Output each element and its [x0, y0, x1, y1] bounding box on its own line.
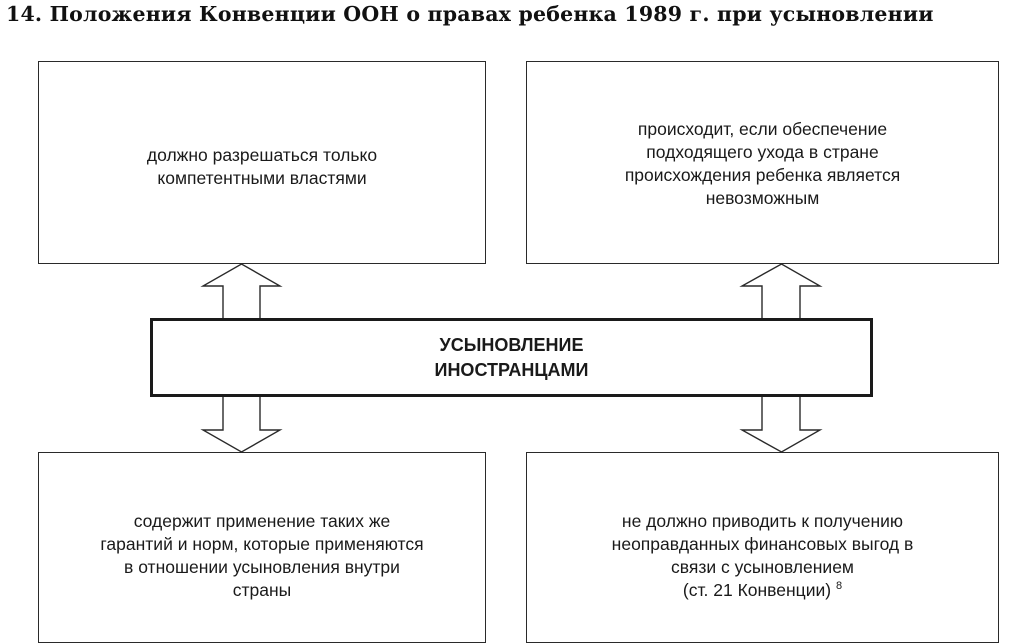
down-arrow-icon	[203, 397, 280, 452]
provision-box-no-financial-gain	[526, 452, 999, 643]
provision-box-same-guarantees	[38, 452, 486, 643]
footnote-marker: 8	[835, 580, 843, 593]
up-arrow-icon	[742, 264, 820, 318]
central-concept-label: УСЫНОВЛЕНИЕ ИНОСТРАНЦАМИ	[434, 334, 589, 380]
provision-text: не должно приводить к получению неоправданных финансовых выгод в связи с усыновлением (ст. 21 Конвенции)	[611, 511, 914, 601]
up-arrow-icon	[203, 264, 280, 318]
diagram-title: 14. Положения Конвенции ООН о правах ребенка 1989 г. при усыновлении	[6, 2, 934, 26]
provision-text: должно разрешаться только компетентными властями	[146, 145, 378, 189]
provision-text: происходит, если обеспечение подходящего ухода в стране происхождения ребенка является невозможным	[624, 119, 901, 209]
down-arrow-icon	[742, 397, 820, 452]
central-concept-box	[150, 318, 873, 397]
provision-text-wrap	[612, 510, 914, 602]
provision-text: содержит применение таких же гарантий и норм, которые применяются в отношении усыновления внутри страны	[100, 511, 424, 601]
